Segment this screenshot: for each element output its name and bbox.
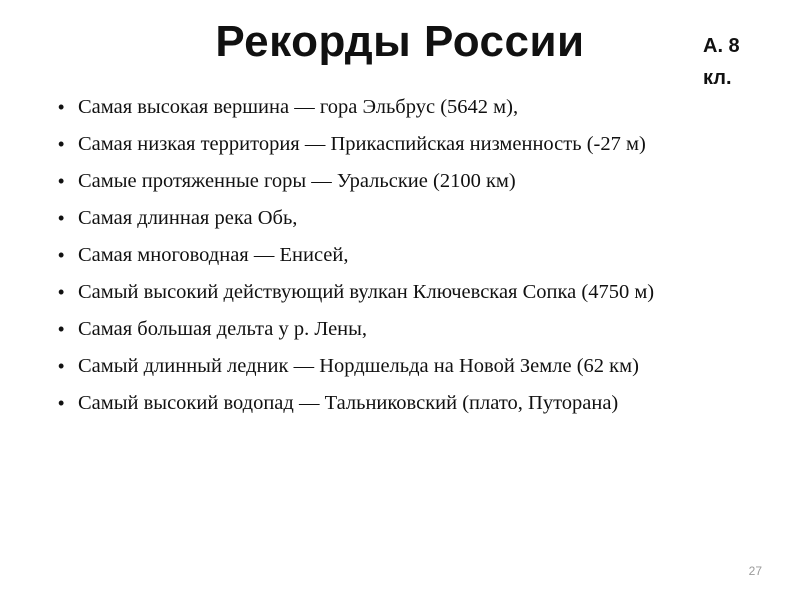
- bullet-icon: •: [58, 319, 65, 339]
- list-item: [57, 278, 769, 306]
- list-item: [57, 167, 769, 195]
- list-item-text: Самый высокий действующий вулкан Ключевская Сопка (4750 м): [78, 281, 655, 303]
- list-item: [57, 315, 769, 343]
- list-item-text: Самая большая дельта у р. Лены,: [78, 318, 368, 340]
- list-item: [57, 204, 769, 232]
- slide-title: Рекорды России: [215, 17, 585, 66]
- list-item-text: Самый длинный ледник — Нордшельда на Новой Земле (62 км): [78, 355, 639, 377]
- list-item-text: Самая высокая вершина — гора Эльбрус (5642 м),: [78, 96, 519, 118]
- grade-label: А. 8 кл.: [703, 35, 740, 89]
- bullet-icon: •: [58, 171, 65, 191]
- list-item: [57, 352, 769, 380]
- list-item-text: Самая низкая территория — Прикаспийская низменность (-27 м): [78, 133, 646, 155]
- list-item: [57, 241, 769, 269]
- list-item-text: Самая многоводная — Енисей,: [78, 244, 349, 266]
- list-item: [57, 93, 769, 121]
- list-item: [57, 389, 769, 417]
- bullet-icon: •: [58, 97, 65, 117]
- list-item-text: Самая длинная река Обь,: [78, 207, 298, 229]
- list-item-text: Самый высокий водопад — Тальниковский (плато, Путорана): [78, 392, 619, 414]
- list-item-text: Самые протяженные горы — Уральские (2100 км): [78, 170, 516, 192]
- bullet-icon: •: [58, 245, 65, 265]
- bullet-icon: •: [58, 393, 65, 413]
- list-item: [57, 130, 769, 158]
- bullet-icon: •: [58, 356, 65, 376]
- page-number: 27: [748, 564, 762, 578]
- bullet-icon: •: [58, 282, 65, 302]
- records-list: [57, 93, 769, 426]
- bullet-icon: •: [58, 208, 65, 228]
- bullet-icon: •: [58, 134, 65, 154]
